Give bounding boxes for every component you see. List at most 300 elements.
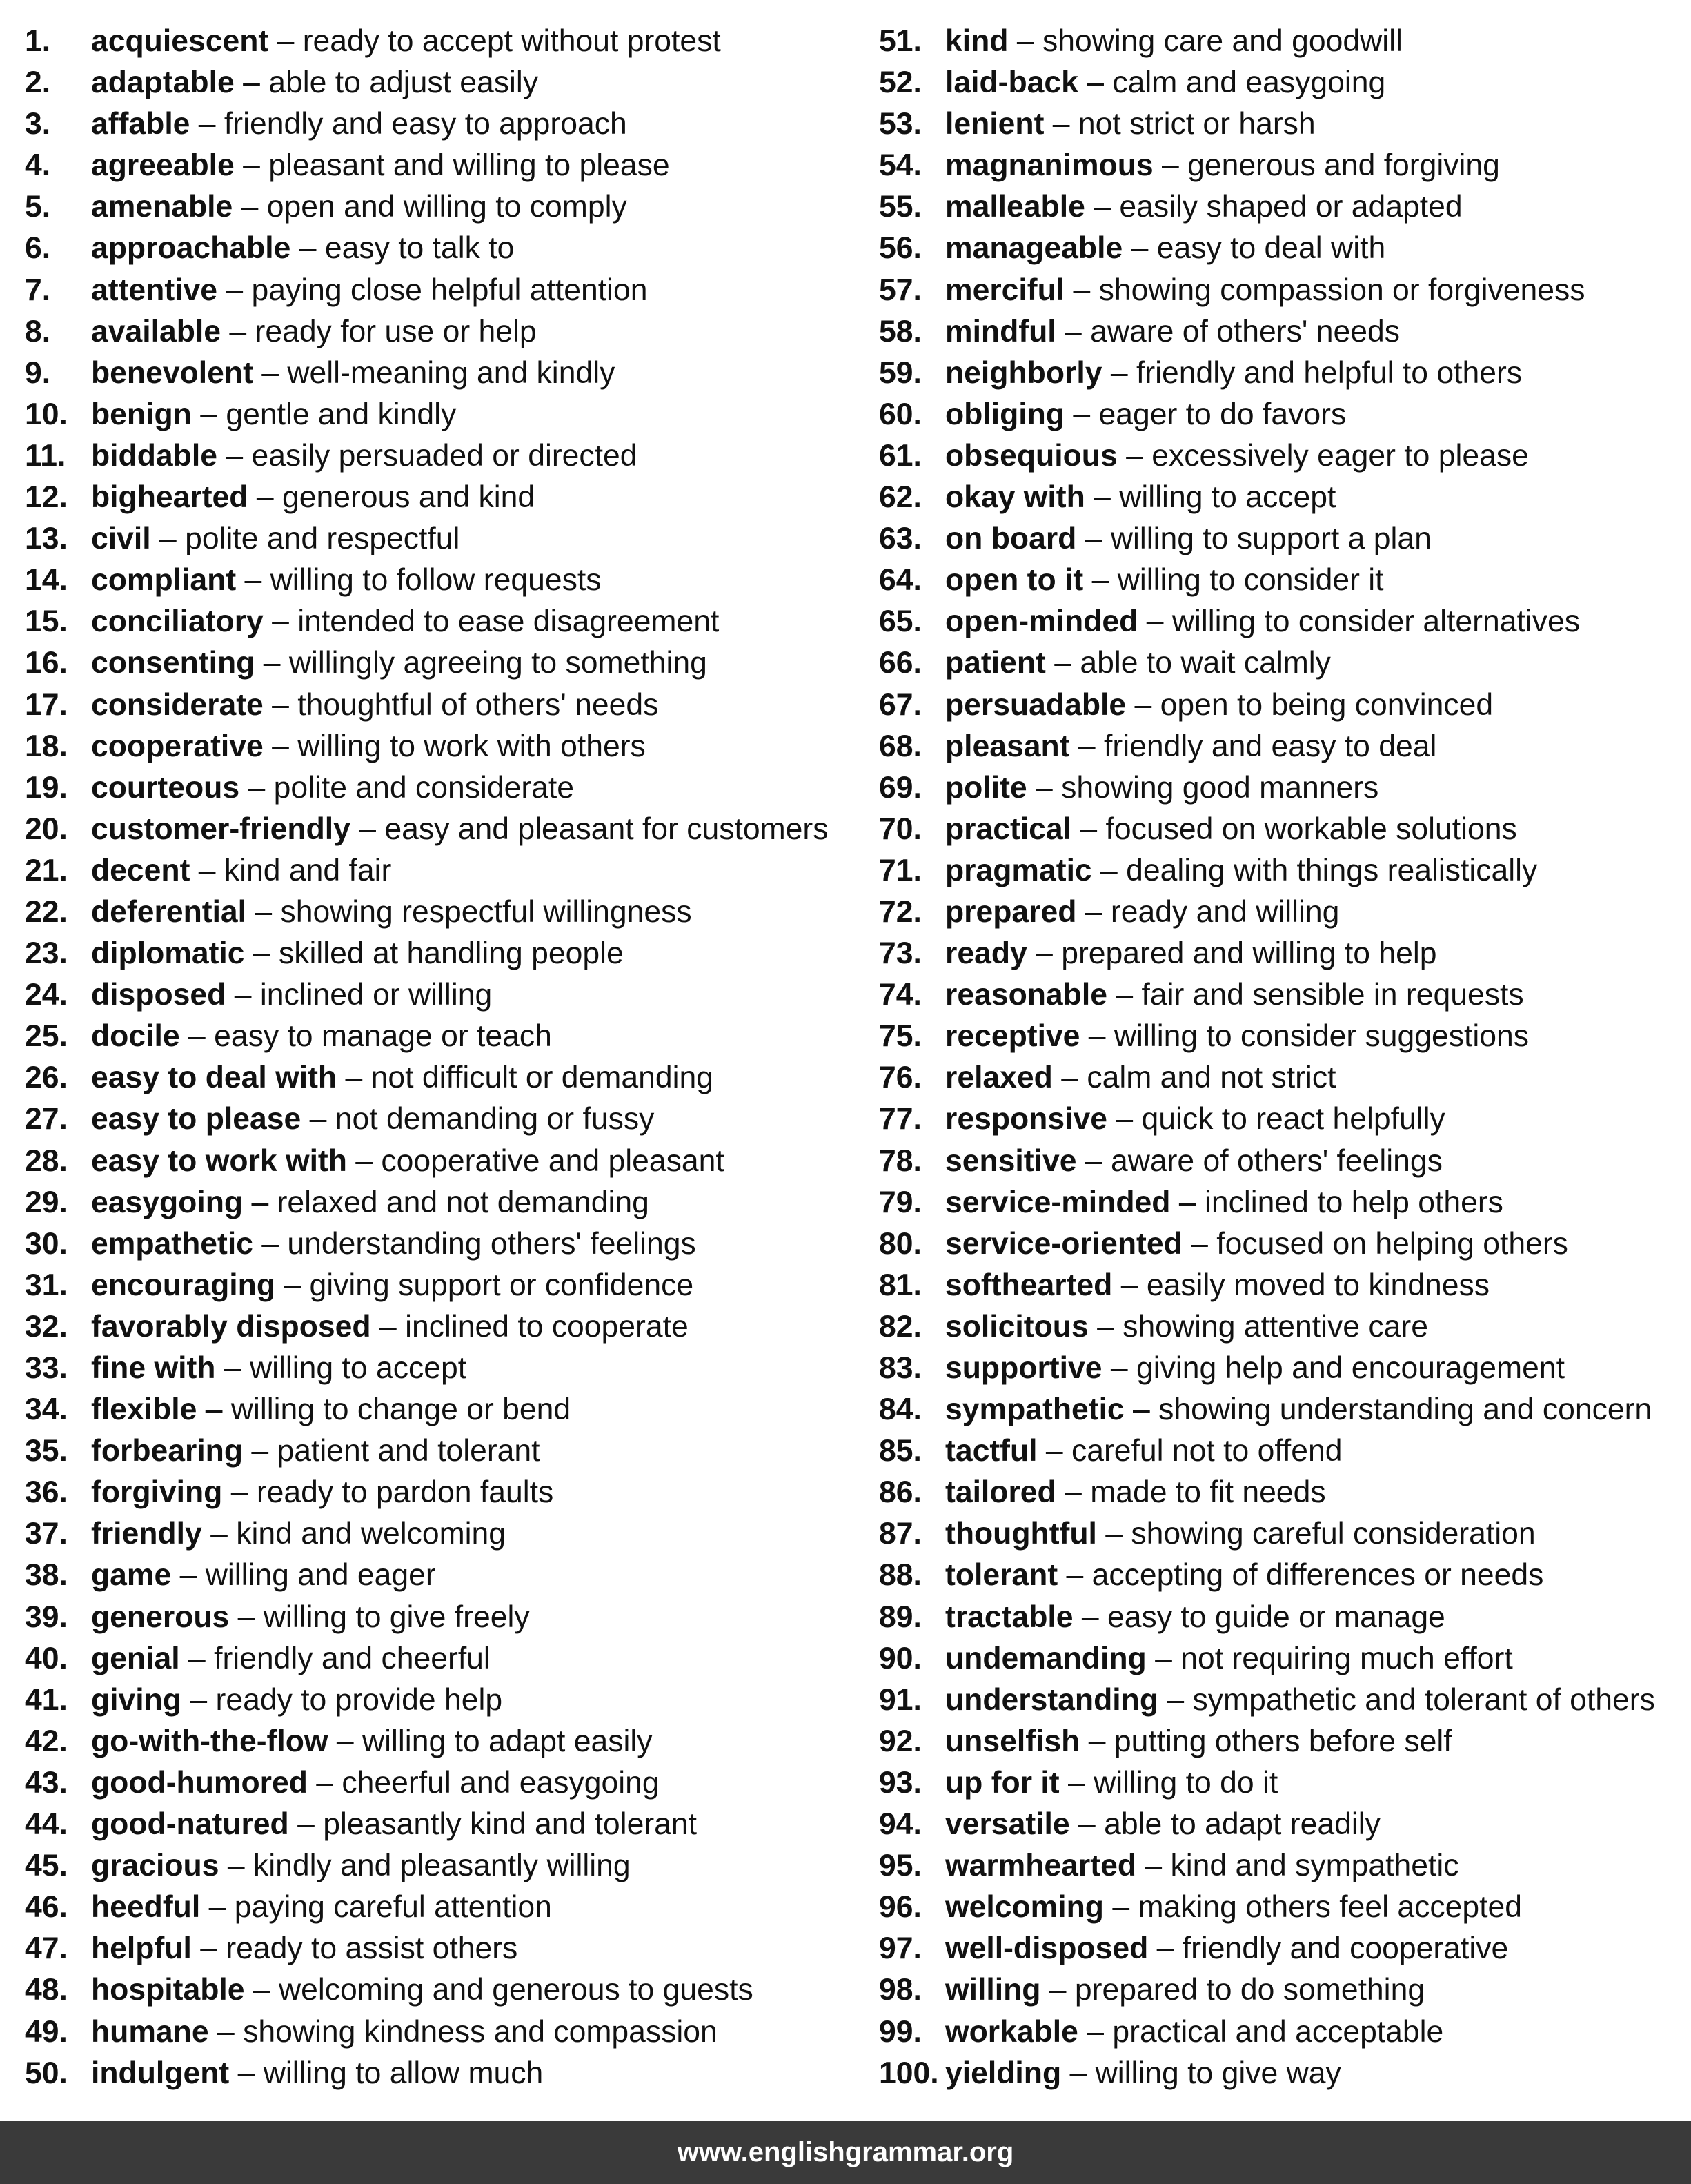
- list-item: [25, 560, 853, 601]
- item-number: 19.: [25, 770, 68, 805]
- item-number: 36.: [25, 1475, 68, 1510]
- item-separator: –: [263, 687, 298, 722]
- list-item: [879, 186, 1686, 228]
- item-number: 52.: [879, 66, 922, 100]
- item-separator: –: [301, 1102, 335, 1137]
- item-word: encouraging: [91, 1268, 276, 1302]
- item-number: 89.: [879, 1600, 922, 1634]
- list-item: [879, 1969, 1686, 2011]
- item-definition: well-meaning and kindly: [287, 355, 615, 390]
- item-separator: –: [1107, 978, 1142, 1012]
- item-number: 27.: [25, 1102, 68, 1137]
- item-number: 13.: [25, 522, 68, 556]
- item-separator: –: [229, 2056, 264, 2090]
- list-item: [879, 601, 1686, 642]
- item-number: 76.: [879, 1061, 922, 1095]
- item-word: on board: [945, 522, 1077, 556]
- item-number: 44.: [25, 1807, 68, 1842]
- list-item: [25, 2053, 853, 2094]
- item-separator: –: [1069, 729, 1105, 763]
- item-word: customer-friendly: [91, 811, 350, 846]
- item-separator: –: [1071, 811, 1106, 846]
- list-item: [879, 1389, 1686, 1430]
- item-separator: –: [1182, 1226, 1217, 1261]
- item-definition: inclined to help others: [1204, 1185, 1503, 1219]
- item-definition: welcoming and generous to guests: [279, 1973, 753, 2007]
- item-word: sensitive: [945, 1143, 1077, 1178]
- item-word: obliging: [945, 397, 1065, 431]
- item-word: consenting: [91, 646, 255, 680]
- list-item: [879, 1430, 1686, 1472]
- item-separator: –: [1061, 2056, 1096, 2090]
- list-item: [25, 892, 853, 933]
- item-separator: –: [1126, 687, 1160, 722]
- item-number: 97.: [879, 1931, 922, 1966]
- item-definition: sympathetic and tolerant of others: [1192, 1682, 1655, 1717]
- list-item: [879, 1928, 1686, 1969]
- item-definition: paying close helpful attention: [251, 273, 648, 307]
- item-definition: inclined or willing: [259, 978, 493, 1012]
- item-definition: able to wait calmly: [1080, 646, 1331, 680]
- item-separator: –: [234, 148, 269, 183]
- item-definition: easy to guide or manage: [1107, 1600, 1445, 1634]
- list-item: [879, 1182, 1686, 1223]
- item-definition: willing to accept: [1119, 480, 1336, 515]
- item-number: 85.: [879, 1434, 922, 1468]
- item-separator: –: [1044, 107, 1078, 141]
- item-word: easy to work with: [91, 1143, 347, 1178]
- item-word: hospitable: [91, 1973, 245, 2007]
- list-item: [25, 1887, 853, 1928]
- list-item: [25, 601, 853, 642]
- list-item: [879, 1265, 1686, 1306]
- list-item: [25, 1597, 853, 1638]
- list-item: [879, 850, 1686, 892]
- item-separator: –: [221, 314, 255, 348]
- item-number: 23.: [25, 936, 68, 971]
- list-item: [879, 892, 1686, 933]
- item-word: open to it: [945, 563, 1084, 598]
- item-number: 21.: [25, 853, 68, 887]
- item-separator: –: [1124, 1393, 1159, 1427]
- item-separator: –: [275, 1268, 310, 1302]
- item-definition: relaxed and not demanding: [277, 1185, 649, 1219]
- item-word: open-minded: [945, 604, 1138, 639]
- item-definition: willing to work with others: [297, 729, 646, 763]
- item-definition: willing and eager: [205, 1558, 436, 1593]
- item-number: 26.: [25, 1061, 68, 1095]
- item-definition: understanding others' feelings: [287, 1226, 696, 1261]
- item-definition: thoughtful of others' needs: [297, 687, 659, 722]
- footer-bar: [0, 2121, 1691, 2184]
- item-word: service-minded: [945, 1185, 1171, 1219]
- item-word: malleable: [945, 190, 1085, 224]
- item-word: up for it: [945, 1765, 1060, 1800]
- item-number: 1.: [25, 24, 51, 58]
- list-item: [25, 1680, 853, 1721]
- list-item: [25, 62, 853, 104]
- list-item: [879, 1348, 1686, 1389]
- item-word: easy to please: [91, 1102, 301, 1137]
- item-definition: able to adapt readily: [1104, 1807, 1381, 1842]
- list-item: [25, 974, 853, 1016]
- item-word: giving: [91, 1682, 182, 1717]
- item-separator: –: [1065, 397, 1099, 431]
- item-separator: –: [190, 107, 224, 141]
- item-number: 33.: [25, 1351, 68, 1385]
- list-item: [879, 62, 1686, 104]
- list-item: [879, 1472, 1686, 1513]
- item-number: 80.: [879, 1226, 922, 1261]
- item-definition: kind and sympathetic: [1170, 1849, 1459, 1883]
- item-definition: pleasant and willing to please: [268, 148, 670, 183]
- list-item: [879, 311, 1686, 353]
- item-definition: willing to give way: [1095, 2056, 1341, 2090]
- item-definition: ready to assist others: [226, 1931, 518, 1966]
- item-number: 91.: [879, 1682, 922, 1717]
- list-item: [879, 767, 1686, 809]
- item-word: willing: [945, 1973, 1041, 2007]
- item-word: conciliatory: [91, 604, 264, 639]
- item-word: well-disposed: [945, 1931, 1149, 1966]
- item-word: supportive: [945, 1351, 1102, 1385]
- item-word: persuadable: [945, 687, 1127, 722]
- item-number: 39.: [25, 1600, 68, 1634]
- item-word: tolerant: [945, 1558, 1058, 1593]
- item-number: 82.: [879, 1309, 922, 1344]
- list-item: [25, 394, 853, 435]
- item-definition: polite and respectful: [185, 522, 460, 556]
- item-definition: prepared to do something: [1074, 1973, 1425, 2007]
- item-number: 66.: [879, 646, 922, 680]
- item-definition: showing kindness and compassion: [243, 2014, 718, 2049]
- list-item: [25, 435, 853, 477]
- item-word: lenient: [945, 107, 1045, 141]
- item-separator: –: [239, 770, 274, 805]
- item-word: kind: [945, 24, 1009, 58]
- item-word: forbearing: [91, 1434, 244, 1468]
- list-item: [879, 1887, 1686, 1928]
- item-definition: easily persuaded or directed: [251, 438, 637, 473]
- item-separator: –: [1045, 646, 1080, 680]
- item-separator: –: [236, 563, 270, 598]
- item-separator: –: [1138, 604, 1172, 639]
- item-separator: –: [229, 1600, 264, 1634]
- item-separator: –: [370, 1309, 406, 1344]
- item-word: undemanding: [945, 1641, 1147, 1675]
- item-number: 20.: [25, 811, 68, 846]
- item-separator: –: [350, 811, 385, 846]
- item-definition: prepared and willing to help: [1061, 936, 1437, 971]
- item-definition: practical and acceptable: [1112, 2014, 1444, 2049]
- item-word: gracious: [91, 1849, 219, 1883]
- item-separator: –: [181, 1682, 216, 1717]
- item-separator: –: [200, 1890, 235, 1925]
- list-item: [25, 1513, 853, 1555]
- item-separator: –: [1073, 1600, 1107, 1634]
- item-number: 14.: [25, 563, 68, 598]
- item-definition: showing compassion or forgiveness: [1098, 273, 1585, 307]
- item-word: warmhearted: [945, 1849, 1136, 1883]
- list-item: [879, 685, 1686, 726]
- item-definition: focused on helping others: [1216, 1226, 1568, 1261]
- item-separator: –: [226, 978, 260, 1012]
- item-definition: not difficult or demanding: [370, 1061, 714, 1095]
- list-item: [879, 1016, 1686, 1057]
- item-separator: –: [263, 729, 298, 763]
- list-item: [879, 270, 1686, 311]
- item-number: 24.: [25, 978, 68, 1012]
- list-item: [879, 1555, 1686, 1596]
- item-word: agreeable: [91, 148, 235, 183]
- item-definition: showing respectful willingness: [280, 894, 692, 929]
- item-number: 16.: [25, 646, 68, 680]
- item-word: approachable: [91, 231, 291, 266]
- item-word: diplomatic: [91, 936, 245, 971]
- item-number: 65.: [879, 604, 922, 639]
- item-word: deferential: [91, 894, 247, 929]
- item-separator: –: [1080, 1019, 1114, 1054]
- item-separator: –: [179, 1641, 215, 1675]
- item-separator: –: [217, 273, 252, 307]
- item-definition: ready to accept without protest: [302, 24, 721, 58]
- item-definition: willing to support a plan: [1110, 522, 1432, 556]
- item-separator: –: [1123, 231, 1157, 266]
- item-separator: –: [244, 936, 279, 971]
- item-separator: –: [290, 231, 325, 266]
- item-separator: –: [1058, 1558, 1092, 1593]
- list-item: [879, 726, 1686, 767]
- item-separator: –: [1037, 1434, 1071, 1468]
- item-separator: –: [1102, 1351, 1136, 1385]
- item-word: decent: [91, 853, 190, 887]
- list-item: [25, 1389, 853, 1430]
- item-separator: –: [191, 397, 226, 431]
- item-number: 95.: [879, 1849, 922, 1883]
- item-word: tractable: [945, 1600, 1074, 1634]
- item-definition: ready and willing: [1110, 894, 1340, 929]
- item-separator: –: [1107, 1102, 1142, 1137]
- item-number: 87.: [879, 1517, 922, 1551]
- item-separator: –: [1059, 1765, 1094, 1800]
- list-item: [25, 1057, 853, 1099]
- item-definition: made to fit needs: [1090, 1475, 1326, 1510]
- item-word: go-with-the-flow: [91, 1724, 328, 1758]
- item-separator: –: [1080, 1724, 1114, 1758]
- item-separator: –: [208, 2014, 244, 2049]
- item-number: 32.: [25, 1309, 68, 1344]
- item-word: prepared: [945, 894, 1077, 929]
- item-separator: –: [215, 1351, 250, 1385]
- list-item: [25, 1472, 853, 1513]
- list-item: [25, 1306, 853, 1348]
- item-separator: –: [1056, 314, 1091, 348]
- item-separator: –: [243, 1434, 277, 1468]
- list-item: [879, 1597, 1686, 1638]
- item-definition: kind and fair: [224, 853, 392, 887]
- item-separator: –: [222, 1475, 257, 1510]
- item-separator: –: [1083, 563, 1118, 598]
- item-separator: –: [1027, 770, 1062, 805]
- list-item: [25, 2011, 853, 2053]
- item-separator: –: [1153, 148, 1188, 183]
- item-number: 28.: [25, 1143, 68, 1178]
- list-item: [879, 1223, 1686, 1265]
- item-definition: cheerful and easygoing: [342, 1765, 660, 1800]
- item-number: 15.: [25, 604, 68, 639]
- list-item: [879, 394, 1686, 435]
- list-item: [879, 1099, 1686, 1140]
- item-word: considerate: [91, 687, 264, 722]
- item-definition: calm and easygoing: [1112, 66, 1386, 100]
- item-number: 83.: [879, 1351, 922, 1385]
- item-word: magnanimous: [945, 148, 1154, 183]
- item-number: 71.: [879, 853, 922, 887]
- item-definition: willing to allow much: [263, 2056, 544, 2090]
- item-number: 46.: [25, 1890, 68, 1925]
- item-definition: paying careful attention: [234, 1890, 552, 1925]
- footer-url[interactable]: www.englishgrammar.org: [677, 2136, 1014, 2167]
- list-item: [879, 353, 1686, 394]
- list-item: [879, 145, 1686, 186]
- item-number: 90.: [879, 1641, 922, 1675]
- right-column: [879, 21, 1686, 2094]
- item-number: 11.: [25, 438, 66, 473]
- item-definition: friendly and easy to deal: [1104, 729, 1437, 763]
- item-number: 72.: [879, 894, 922, 929]
- item-definition: easily shaped or adapted: [1119, 190, 1463, 224]
- item-word: civil: [91, 522, 151, 556]
- item-separator: –: [150, 522, 186, 556]
- item-number: 34.: [25, 1393, 68, 1427]
- item-number: 6.: [25, 231, 51, 266]
- item-definition: able to adjust easily: [268, 66, 539, 100]
- list-item: [25, 186, 853, 228]
- item-number: 98.: [879, 1973, 922, 2007]
- list-item: [879, 1845, 1686, 1887]
- item-word: compliant: [91, 563, 237, 598]
- item-definition: open and willing to comply: [266, 190, 627, 224]
- item-word: patient: [945, 646, 1046, 680]
- item-definition: aware of others' needs: [1090, 314, 1400, 348]
- item-word: polite: [945, 770, 1027, 805]
- list-item: [25, 1555, 853, 1596]
- item-number: 10.: [25, 397, 68, 431]
- item-number: 50.: [25, 2056, 68, 2090]
- item-separator: –: [171, 1558, 206, 1593]
- list-item: [879, 2011, 1686, 2053]
- item-separator: –: [1103, 1890, 1138, 1925]
- list-item: [879, 560, 1686, 601]
- item-separator: –: [197, 1393, 231, 1427]
- item-number: 53.: [879, 107, 922, 141]
- item-word: favorably disposed: [91, 1309, 371, 1344]
- list-item: [25, 518, 853, 560]
- item-definition: putting others before self: [1114, 1724, 1452, 1758]
- list-item: [25, 145, 853, 186]
- item-word: obsequious: [945, 438, 1118, 473]
- item-word: manageable: [945, 231, 1123, 266]
- item-definition: careful not to offend: [1071, 1434, 1343, 1468]
- list-item: [25, 1099, 853, 1140]
- item-word: pragmatic: [945, 853, 1092, 887]
- item-word: practical: [945, 811, 1072, 846]
- item-separator: –: [217, 438, 252, 473]
- item-number: 77.: [879, 1102, 922, 1137]
- item-number: 58.: [879, 314, 922, 348]
- item-number: 40.: [25, 1641, 68, 1675]
- item-number: 73.: [879, 936, 922, 971]
- item-number: 54.: [879, 148, 922, 183]
- item-separator: –: [1078, 66, 1113, 100]
- item-word: workable: [945, 2014, 1078, 2049]
- item-definition: pleasantly kind and tolerant: [323, 1807, 697, 1842]
- list-item: [25, 270, 853, 311]
- item-definition: friendly and helpful to others: [1136, 355, 1523, 390]
- item-word: good-humored: [91, 1765, 308, 1800]
- item-number: 64.: [879, 563, 922, 598]
- list-item: [25, 228, 853, 269]
- item-separator: –: [1117, 438, 1152, 473]
- item-separator: –: [243, 1185, 277, 1219]
- item-separator: –: [1008, 24, 1042, 58]
- item-separator: –: [1091, 853, 1127, 887]
- item-separator: –: [244, 1973, 279, 2007]
- item-word: mindful: [945, 314, 1056, 348]
- item-separator: –: [1088, 1309, 1123, 1344]
- item-separator: –: [1069, 1807, 1105, 1842]
- item-separator: –: [179, 1019, 215, 1054]
- item-definition: intended to ease disagreement: [297, 604, 720, 639]
- item-separator: –: [288, 1807, 324, 1842]
- item-definition: friendly and easy to approach: [224, 107, 627, 141]
- list-item: [879, 1306, 1686, 1348]
- item-definition: friendly and cheerful: [214, 1641, 491, 1675]
- list-item: [879, 1141, 1686, 1182]
- item-separator: –: [1085, 190, 1120, 224]
- list-item: [25, 1016, 853, 1057]
- item-number: 55.: [879, 190, 922, 224]
- list-item: [25, 1969, 853, 2011]
- item-word: docile: [91, 1019, 180, 1054]
- item-definition: willing to accept: [249, 1351, 467, 1385]
- item-number: 47.: [25, 1931, 68, 1966]
- item-word: heedful: [91, 1890, 201, 1925]
- item-number: 56.: [879, 231, 922, 266]
- item-number: 74.: [879, 978, 922, 1012]
- item-separator: –: [1052, 1061, 1087, 1095]
- list-item: [25, 642, 853, 684]
- item-separator: –: [1136, 1849, 1171, 1883]
- item-number: 42.: [25, 1724, 68, 1758]
- item-separator: –: [1085, 480, 1120, 515]
- item-definition: ready to pardon faults: [256, 1475, 554, 1510]
- item-separator: –: [263, 604, 298, 639]
- item-number: 12.: [25, 480, 68, 515]
- item-number: 67.: [879, 687, 922, 722]
- item-word: neighborly: [945, 355, 1102, 390]
- item-definition: generous and kind: [281, 480, 535, 515]
- item-number: 88.: [879, 1558, 922, 1593]
- item-word: laid-back: [945, 66, 1078, 100]
- item-word: humane: [91, 2014, 209, 2049]
- item-definition: showing care and goodwill: [1042, 24, 1403, 58]
- list-item: [25, 1182, 853, 1223]
- item-word: game: [91, 1558, 172, 1593]
- item-word: thoughtful: [945, 1517, 1097, 1551]
- list-item: [879, 435, 1686, 477]
- list-item: [25, 1430, 853, 1472]
